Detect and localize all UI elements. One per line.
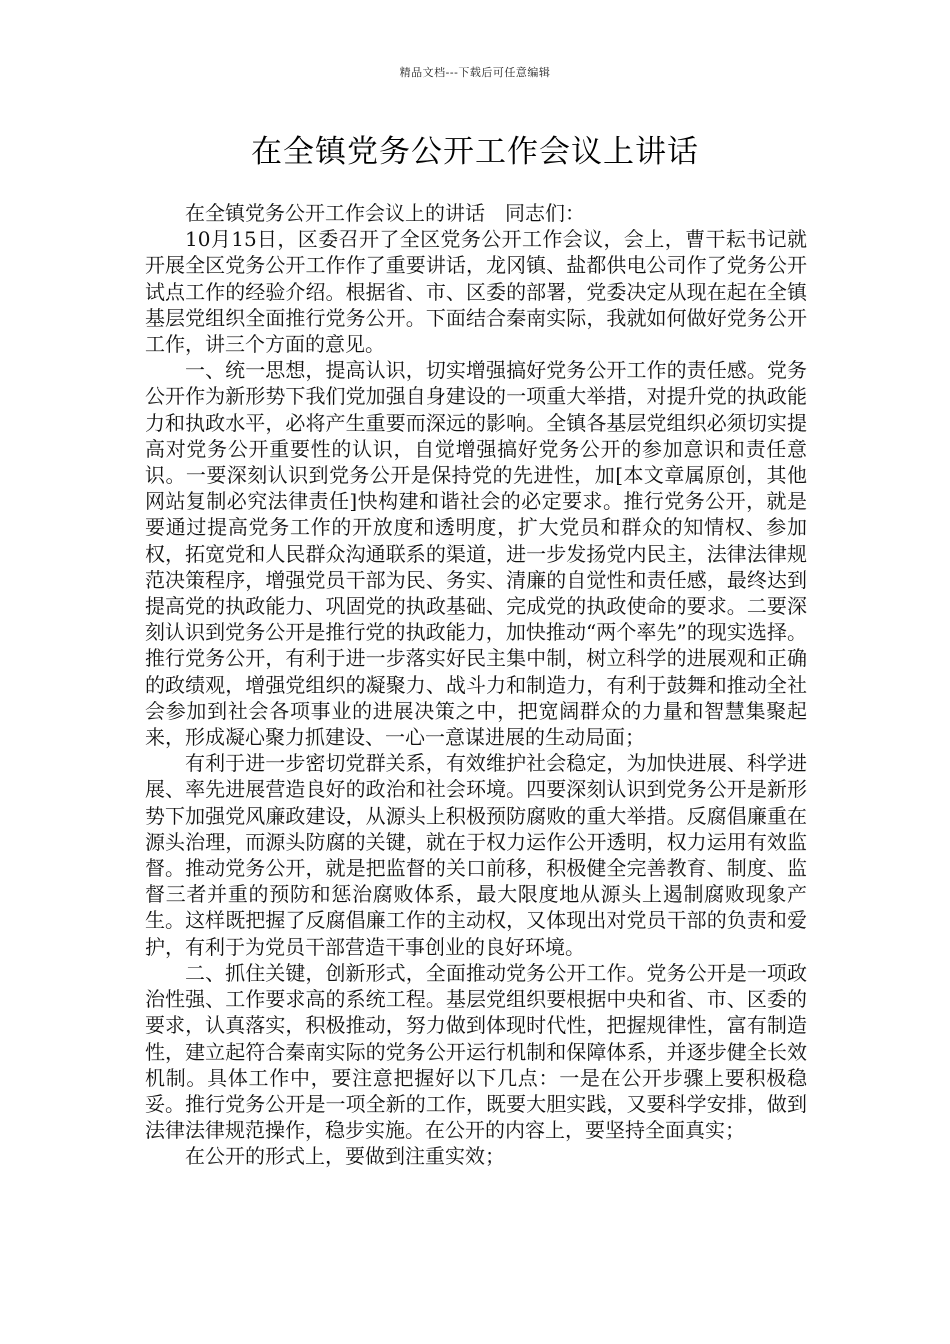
- header-note: 精品文档---下载后可任意编辑: [399, 66, 551, 79]
- paragraph-section-two-cont: 在公开的形式上，要做到注重实效；: [185, 1144, 505, 1169]
- paragraph-section-one: 一、统一思想，提高认识，切实增强搞好党务公开工作的责任感。党务公开作为新形势下我们党加强自身建设的一项重大举措，对提升党的执政能力和执政水平，必将产生重要而深远的影响。全镇各基层党组织必须切实提高对党务公开重要性的认识，自觉增强搞好党务公开的参加意识和责任意识。一要深刻认识到党务公开是保持党的先进性，加[本文章属原创，其他网站复制必究法律责任]快构建和谐社会的必定要求。推行党务公开，就是要通过提高党务工作的开放度和透明度，扩大党员和群众的知情权、参加权，拓宽党和人民群众沟通联系的渠道，进一步发扬党内民主，法律法律规范决策程序，增强党员干部为民、务实、清廉的自觉性和责任感，最终达到提高党的执政能力、巩固党的执政基础、完成党的执政使命的要求。二要深刻认识到党务公开是推行党的执政能力，加快推动“两个率先”的现实选择。推行党务公开，有利于进一步落实好民主集中制，树立科学的进展观和正确的政绩观，增强党组织的凝聚力、战斗力和制造力，有利于鼓舞和推动全社会参加到社会各项事业的进展决策之中，把宽阔群众的力量和智慧集聚起来，形成凝心聚力抓建设、一心一意谋进展的生动局面；: [145, 358, 807, 750]
- paragraph-intro: 10月15日，区委召开了全区党务公开工作会议，会上，曹干耘书记就开展全区党务公开工作作了重要讲话，龙冈镇、盐都供电公司作了党务公开试点工作的经验介绍。根据省、市、区委的部署，党委决定从现在起在全镇基层党组织全面推行党务公开。下面结合秦南实际，我就如何做好党务公开工作，讲三个方面的意见。: [145, 227, 807, 357]
- paragraph-section-one-cont: 有利于进一步密切党群关系，有效维护社会稳定，为加快进展、科学进展、率先进展营造良好的政治和社会环境。四要深刻认识到党务公开是新形势下加强党风廉政建设，从源头上积极预防腐败的重大举措。反腐倡廉重在源头治理，而源头防腐的关键，就在于权力运作公开透明，权力运用有效监督。推动党务公开，就是把监督的关口前移，积极健全完善教育、制度、监督三者并重的预防和惩治腐败体系，最大限度地从源头上遏制腐败现象产生。这样既把握了反腐倡廉工作的主动权，又体现出对党员干部的负责和爱护，有利于为党员干部营造干事创业的良好环境。: [145, 751, 807, 959]
- paragraph-section-two: 二、抓住关键，创新形式，全面推动党务公开工作。党务公开是一项政治性强、工作要求高的系统工程。基层党组织要根据中央和省、市、区委的要求，认真落实，积极推动，努力做到体现时代性，把握规律性，富有制造性，建立起符合秦南实际的党务公开运行机制和保障体系，并逐步健全长效机制。具体工作中，要注意把握好以下几点：一是在公开步骤上要积极稳妥。推行党务公开是一项全新的工作，既要大胆实践，又要科学安排，做到法律法律规范操作，稳步实施。在公开的内容上，要坚持全面真实；: [145, 960, 807, 1143]
- document-body: [145, 200, 807, 1170]
- paragraph-greeting: 在全镇党务公开工作会议上的讲话 同志们：: [185, 201, 585, 225]
- document-title: 在全镇党务公开工作会议上讲话: [251, 134, 699, 170]
